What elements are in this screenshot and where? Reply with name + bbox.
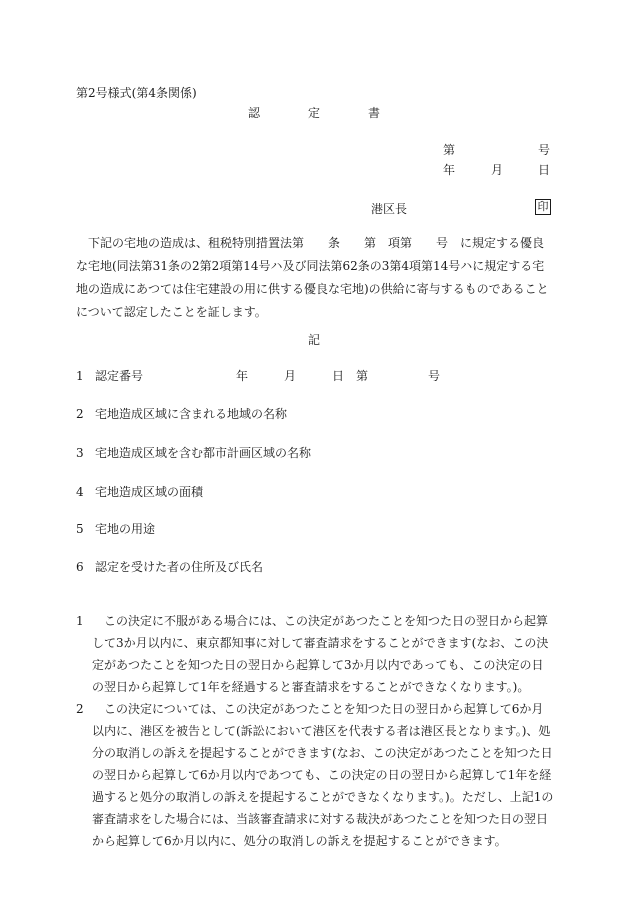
item-number: 2 <box>76 407 84 421</box>
document-title: 認 定 書 <box>248 106 381 120</box>
date-year: 年 <box>443 163 456 177</box>
note-number: 2 <box>76 702 84 716</box>
item-number: 4 <box>76 485 84 499</box>
item-label: 宅地の用途 <box>95 522 156 536</box>
number-prefix: 第 <box>443 143 456 157</box>
item-number: 6 <box>76 560 84 574</box>
date-month: 月 <box>491 163 504 177</box>
item-extra: 年 月 日 第 号 <box>236 369 441 383</box>
item-row <box>76 405 287 422</box>
item-label: 認定番号 <box>95 369 144 383</box>
note-item <box>76 610 554 698</box>
number-suffix: 号 <box>538 143 551 157</box>
item-row <box>76 558 263 575</box>
item-number: 3 <box>76 446 84 460</box>
date-day: 日 <box>538 163 551 177</box>
item-row <box>76 483 203 500</box>
item-number: 1 <box>76 369 84 383</box>
item-row <box>76 444 311 461</box>
body-text: 下記の宅地の造成は、租税特別措置法第 条 第 項第 号 に規定する優良な宅地(同法第31条の2第2項第14号ハ及び同法第62条の3第4項第14号ハに規定する宅地の造成にあつては住宅建設の用に供する優良な宅地)の供給に寄与するものであることについて認定したことを証します。 <box>76 236 549 319</box>
note-text: この決定に不服がある場合には、この決定があつたことを知つた日の翌日から起算して3か月以内に、東京都知事に対して審査請求をすることができます(なお、この決定があつたことを知つた日の翌日から起算して3か月以内であっても、この決定の日の翌日から起算して1年を経過すると審査請求をすることができなくなります。)。 <box>92 614 549 694</box>
seal-icon: 印 <box>535 199 551 215</box>
note-item <box>76 698 554 852</box>
notes-section <box>76 610 554 852</box>
item-label: 認定を受けた者の住所及び氏名 <box>95 560 264 574</box>
item-label: 宅地造成区域を含む都市計画区域の名称 <box>95 446 312 460</box>
seal-mark <box>535 199 551 215</box>
form-label: 第2号様式(第4条関係) <box>76 86 197 100</box>
note-number: 1 <box>76 614 84 628</box>
note-text: この決定については、この決定があつたことを知つた日の翌日から起算して6か月以内に、港区を被告として(訴訟において港区を代表する者は港区長となります。)、処分の取消しの訴えを提起することができます(なお、この決定があつたことを知つた日の翌日から起算して6か月以内であつても、この決定の日の翌日から起算して1年を経過すると処分の取消しの訴えを提起することができなくなります。)。ただし、上記1の審査請求をした場合には、当該審査請求に対する裁決があつたことを知つた日の翌日から起算して6か月以内に、処分の取消しの訴えを提起することができます。 <box>92 702 554 848</box>
ki-heading: 記 <box>308 333 321 347</box>
item-label: 宅地造成区域の面積 <box>95 485 204 499</box>
item-row <box>76 367 143 384</box>
item-label: 宅地造成区域に含まれる地域の名称 <box>95 407 288 421</box>
item-row <box>76 520 155 537</box>
item-number: 5 <box>76 522 84 536</box>
issuer-name: 港区長 <box>371 202 408 216</box>
body-paragraph <box>76 232 554 324</box>
